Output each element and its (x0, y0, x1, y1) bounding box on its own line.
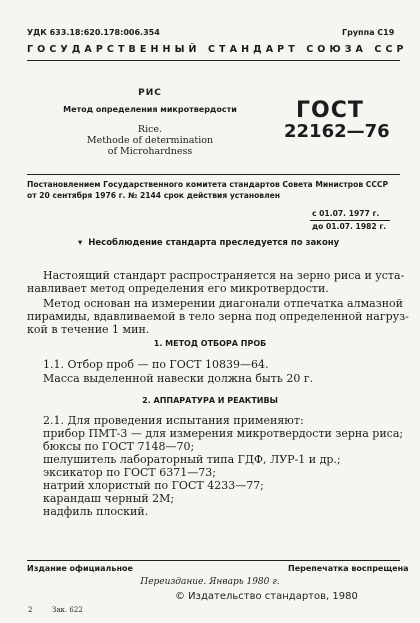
section2-line7: карандаш черный 2М; (43, 492, 175, 505)
date-separator (310, 220, 390, 221)
effective-from: с 01.07. 1977 г. (312, 209, 380, 218)
law-notice (78, 238, 339, 248)
approval-line1: Постановлением Государственного комитета стандартов Совета Министров СССР (27, 180, 389, 189)
section2-line6: натрий хлористый по ГОСТ 4233—77; (43, 479, 264, 492)
intro-p2-line2: пирамиды, вдавливаемой в тело зерна под определенной нагруз- (27, 310, 409, 323)
method-en-line1: Methode of determination (86, 135, 214, 146)
bullet-icon: ▾ (78, 238, 83, 248)
intro-p2-line1: Метод основан на измерении диагонали отпечатка алмазной (43, 297, 403, 310)
method-en-line2: of Microhardness (107, 146, 193, 157)
section1-line1: 1.1. Отбор проб — по ГОСТ 10839—64. (43, 358, 269, 371)
intro-p1-line2: навливает метод определения его микротвердости. (27, 282, 329, 295)
header-divider (27, 60, 400, 61)
intro-p1-line1: Настоящий стандарт распространяется на зерно риса и уста- (43, 269, 405, 282)
footer-divider (27, 560, 400, 561)
method-ru: Метод определения микротвердости (63, 105, 237, 114)
section2-line4: шелушитель лабораторный типа ГДФ, ЛУР-1 и др.; (43, 453, 341, 466)
group-code: Группа С19 (342, 28, 395, 37)
standard-title: ГОСУДАРСТВЕННЫЙ СТАНДАРТ СОЮЗА ССР (27, 44, 408, 55)
section2-line5: эксикатор по ГОСТ 6371—73; (43, 466, 216, 479)
udk-code: УДК 633.18:620.178:006.354 (27, 28, 160, 37)
effective-to: до 01.07. 1982 г. (312, 222, 387, 231)
reissue-note: Переиздание. Январь 1980 г. (140, 577, 280, 587)
section1-line2: Масса выделенной навески должна быть 20 г. (43, 372, 314, 385)
title-divider (27, 174, 400, 175)
intro-p2-line3: кой в течение 1 мин. (27, 323, 150, 336)
approval-line2: от 20 сентября 1976 г. № 2144 срок действия установлен (27, 191, 281, 200)
reprint-forbidden: Перепечатка воспрещена (288, 564, 409, 573)
section1-heading: 1. МЕТОД ОТБОРА ПРОБ (153, 339, 267, 348)
page-number: 2 (28, 606, 33, 614)
official-edition: Издание официальное (27, 564, 133, 573)
subject-ru: РИС (138, 88, 162, 98)
copyright: © Издательство стандартов, 1980 (175, 591, 358, 602)
section2-line3: бюксы по ГОСТ 7148—70; (43, 440, 195, 453)
section2-line2: прибор ПМТ-3 — для измерения микротвердости зерна риса; (43, 427, 404, 440)
gost-number: 22162—76 (284, 121, 390, 142)
section2-line1: 2.1. Для проведения испытания применяют: (43, 414, 304, 427)
section2-line8: надфиль плоский. (43, 505, 149, 518)
section2-heading: 2. АППАРАТУРА И РЕАКТИВЫ (142, 396, 278, 405)
order-number: Зак. 622 (52, 606, 83, 614)
title-en (0, 124, 300, 157)
law-notice-text: Несоблюдение стандарта преследуется по закону (88, 238, 340, 248)
gost-label: ГОСТ (296, 98, 364, 123)
subject-en: Rice. (137, 124, 163, 135)
